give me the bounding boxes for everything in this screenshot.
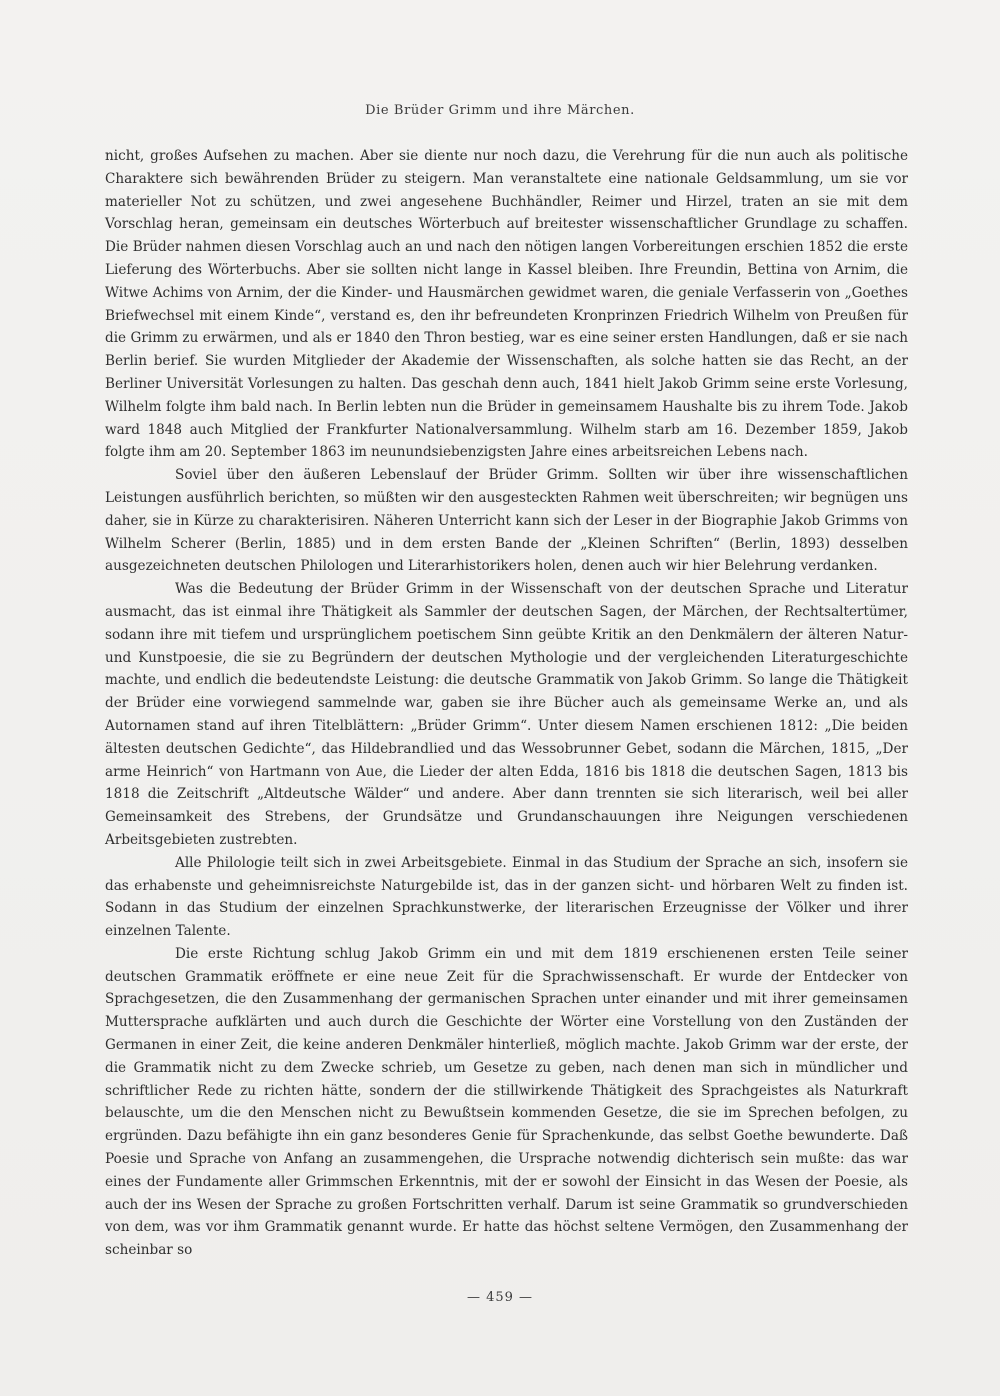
paragraph: Die erste Richtung schlug Jakob Grimm ein und mit dem 1819 erschienenen ersten Teile seiner deutschen Grammatik eröffnete er eine neue Zeit für die Sprachwissenschaft. Er wurde der Entdecker von Sprachgesetzen, die den Zusammenhang der germanischen Sprachen unter einander und mit ihrer gemeinsamen Muttersprache aufklärten und auch durch die Geschichte der Wörter eine Vorstellung von den Zuständen der Germanen in einer Zeit, die keine anderen Denkmäler hinterließ, möglich machte. Jakob Grimm war der erste, der die Grammatik nicht zu dem Zwecke schrieb, um Gesetze zu geben, nach denen man sich in mündlicher und schriftlicher Rede zu richten hätte, sondern der die stillwirkende Thätigkeit des Sprachgeistes als Naturkraft belauschte, um die den Menschen nicht zu Bewußtsein kommenden Gesetze, die sie im Sprechen befolgen, zu ergründen. Dazu befähigte ihn ein ganz besonderes Genie für Sprachenkunde, das selbst Goethe bewunderte. Daß Poesie und Sprache von Anfang an zusammengehen, die Ursprache notwendig dichterisch sein mußte: das war eines der Fundamente aller Grimmschen Erkenntnis, mit der er sowohl der Einsicht in das Wesen der Poesie, als auch der ins Wesen der Sprache zu großen Fortschritten verhalf. Darum ist seine Grammatik so grundverschieden von dem, was vor ihm Grammatik genannt wurde. Er hatte das höchst seltene Vermögen, den Zusammenhang der scheinbar so: [105, 945, 908, 1259]
paragraph: Was die Bedeutung der Brüder Grimm in der Wissenschaft von der deutschen Sprache und Literatur ausmacht, das ist einmal ihre Thätigkeit als Sammler der deutschen Sagen, der Märchen, der Rechtsaltertümer, sodann ihre mit tiefem und ursprünglichem poetischem Sinn geübte Kritik an den Denkmälern der älteren Natur- und Kunstpoesie, die sie zu Begründern der deutschen Mythologie und der vergleichenden Literaturgeschichte machte, und endlich die bedeutendste Leistung: die deutsche Grammatik von Jakob Grimm. So lange die Thätigkeit der Brüder eine vorwiegend sammelnde war, gaben sie ihre Bücher auch als gemeinsame Werke an, und als Autornamen stand auf ihren Titelblättern: „Brüder Grimm“. Unter diesem Namen erschienen 1812: „Die beiden ältesten deutschen Gedichte“, das Hildebrandlied und das Wessobrunner Gebet, sodann die Märchen, 1815, „Der arme Heinrich“ von Hartmann von Aue, die Lieder der alten Edda, 1816 bis 1818 die deutschen Sagen, 1813 bis 1818 die Zeitschrift „Altdeutsche Wälder“ und andere. Aber dann trennten sie sich literarisch, weil bei aller Gemeinsamkeit des Strebens, der Grundsätze und Grundanschauungen ihre Neigungen verschiedenen Arbeitsgebieten zustrebten.: [105, 581, 908, 848]
paragraph-continued: nicht, großes Aufsehen zu machen. Aber sie diente nur noch dazu, die Verehrung für die nun auch als politische Charaktere sich bewährenden Brüder zu steigern. Man veranstaltete eine nationale Geldsammlung, um sie vor materieller Not zu schützen, und zwei angesehene Buchhändler, Reimer und Hirzel, traten an sie mit dem Vorschlag heran, gemeinsam ein deutsches Wörterbuch auf breitester wissenschaftlicher Grundlage zu schaffen. Die Brüder nahmen diesen Vorschlag auch an und nach den nötigen langen Vorbereitungen erschien 1852 die erste Lieferung des Wörterbuchs. Aber sie sollten nicht lange in Kassel bleiben. Ihre Freundin, Bettina von Arnim, die Witwe Achims von Arnim, der die Kinder- und Hausmärchen gewidmet waren, die geniale Verfasserin von „Goethes Briefwechsel mit einem Kinde“, verstand es, den ihr befreundeten Kronprinzen Friedrich Wilhelm von Preußen für die Grimm zu erwärmen, und als er 1840 den Thron bestieg, war es eine seiner ersten Handlungen, daß er sie nach Berlin berief. Sie wurden Mitglieder der Akademie der Wissenschaften, als solche hatten sie das Recht, an der Berliner Universität Vorlesungen zu halten. Das geschah denn auch, 1841 hielt Jakob Grimm seine erste Vorlesung, Wilhelm folgte ihm bald nach. In Berlin lebten nun die Brüder in gemeinsamem Haushalte bis zu ihrem Tode. Jakob ward 1848 auch Mitglied der Frankfurter Nationalversammlung. Wilhelm starb am 16. Dezember 1859, Jakob folgte ihm am 20. September 1863 im neunundsiebenzigsten Jahre eines arbeitsreichen Lebens nach.: [105, 148, 908, 461]
paragraph: Alle Philologie teilt sich in zwei Arbeitsgebiete. Einmal in das Studium der Sprache an sich, insofern sie das erhabenste und geheimnisreichste Naturgebilde ist, das in der ganzen sicht- und hörbaren Welt zu finden ist. Sodann in das Studium der einzelnen Sprachkunstwerke, der literarischen Erzeugnisse der Völker und ihrer einzelnen Talente.: [105, 854, 908, 940]
page-number: — 459 —: [466, 1290, 534, 1305]
body-text: [105, 145, 908, 1262]
running-head: Die Brüder Grimm und ihre Märchen.: [365, 103, 635, 118]
paragraph: Soviel über den äußeren Lebenslauf der Brüder Grimm. Sollten wir über ihre wissenschaftlichen Leistungen ausführlich berichten, so müßten wir den ausgesteckten Rahmen weit überschreiten; wir begnügen uns daher, sie in Kürze zu charakterisiren. Näheren Unterricht kann sich der Leser in der Biographie Jakob Grimms von Wilhelm Scherer (Berlin, 1885) und in dem ersten Bande der „Kleinen Schriften“ (Berlin, 1893) desselben ausgezeichneten deutschen Philologen und Literarhistorikers holen, denen auch wir hier Belehrung verdanken.: [105, 467, 908, 575]
